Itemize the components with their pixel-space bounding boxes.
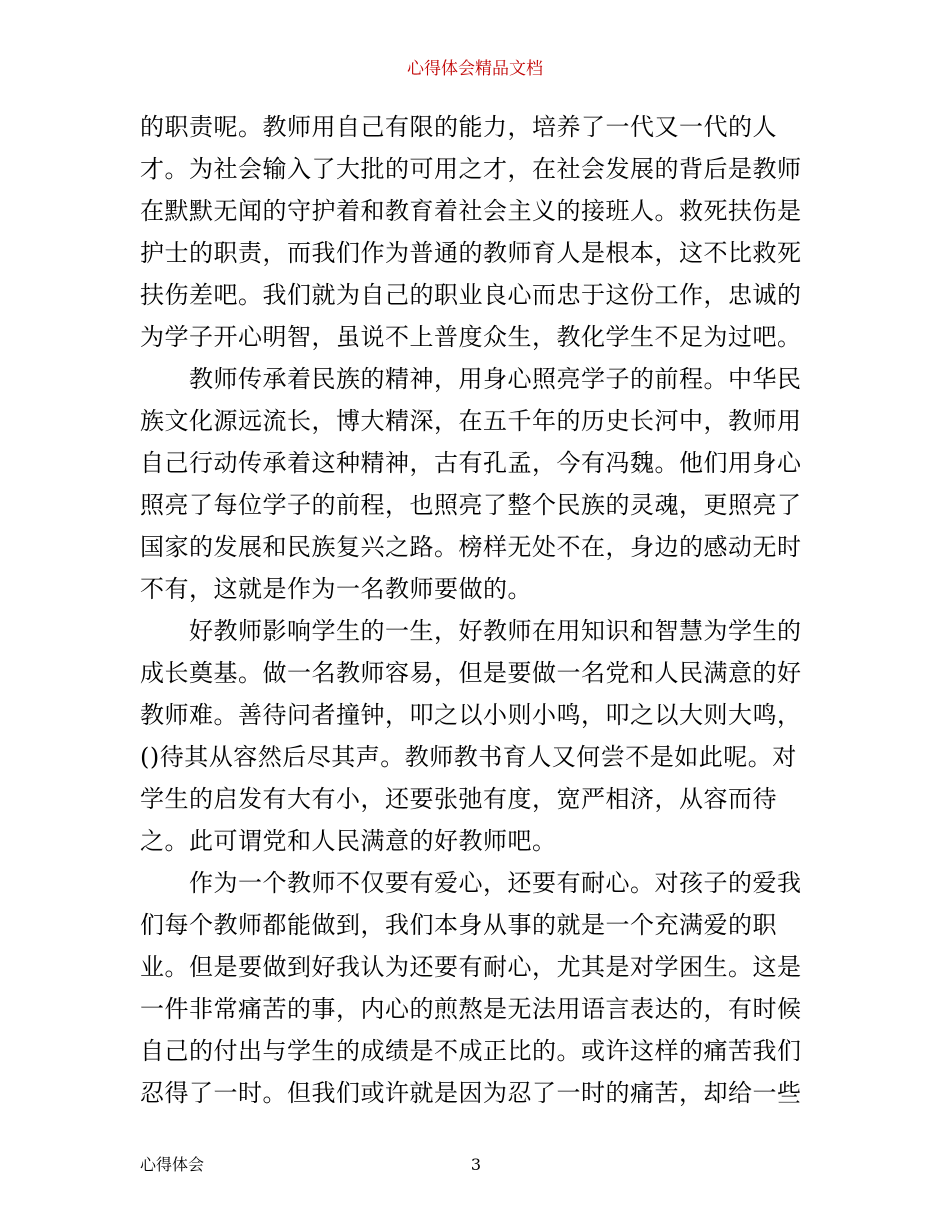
page-header-title: 心得体会精品文档 [407, 59, 543, 79]
text-line: 扶伤差吧。我们就为自己的职业良心而忠于这份工作，忠诚的 [140, 281, 802, 309]
text-line: 照亮了每位学子的前程，也照亮了整个民族的灵魂，更照亮了 [140, 491, 802, 519]
text-line: 成长奠基。做一名教师容易，但是要做一名党和人民满意的好 [140, 659, 802, 687]
text-line: 才。为社会输入了大批的可用之才，在社会发展的背后是教师 [140, 155, 802, 183]
text-line: 教师难。善待问者撞钟，叩之以小则小鸣，叩之以大则大鸣， [140, 701, 802, 729]
text-line: 忍得了一时。但我们或许就是因为忍了一时的痛苦，却给一些 [140, 1079, 802, 1107]
text-line: 不有，这就是作为一名教师要做的。 [140, 575, 532, 603]
text-line: 学生的启发有大有小，还要张弛有度，宽严相济，从容而待 [140, 785, 777, 813]
text-line: 自己行动传承着这种精神，古有孔孟，今有冯魏。他们用身心 [140, 449, 802, 477]
text-line: 的职责呢。教师用自己有限的能力，培养了一代又一代的人 [140, 113, 777, 141]
text-line: 教师传承着民族的精神，用身心照亮学子的前程。中华民 [140, 365, 802, 393]
text-line: 们每个教师都能做到，我们本身从事的就是一个充满爱的职 [140, 911, 777, 939]
text-line: 好教师影响学生的一生，好教师在用知识和智慧为学生的 [140, 617, 802, 645]
document-body [140, 106, 815, 1114]
page-number: 3 [470, 1155, 482, 1174]
text-line: 族文化源远流长，博大精深，在五千年的历史长河中，教师用 [140, 407, 802, 435]
text-line: 一件非常痛苦的事，内心的煎熬是无法用语言表达的，有时候 [140, 995, 802, 1023]
footer-label: 心得体会 [140, 1155, 205, 1174]
text-line: 作为一个教师不仅要有爱心，还要有耐心。对孩子的爱我 [140, 869, 802, 897]
text-line: 在默默无闻的守护着和教育着社会主义的接班人。救死扶伤是 [140, 197, 802, 225]
text-line: 护士的职责，而我们作为普通的教师育人是根本，这不比救死 [140, 239, 802, 267]
text-line: 国家的发展和民族复兴之路。榜样无处不在，身边的感动无时 [140, 533, 802, 561]
text-line: 自己的付出与学生的成绩是不成正比的。或许这样的痛苦我们 [140, 1037, 802, 1065]
text-line: 之。此可谓党和人民满意的好教师吧。 [140, 827, 557, 855]
text-line: 为学子开心明智，虽说不上普度众生，教化学生不足为过吧。 [140, 323, 802, 351]
text-line: ()待其从容然后尽其声。教师教书育人又何尝不是如此呢。对 [140, 743, 797, 771]
text-line: 业。但是要做到好我认为还要有耐心，尤其是对学困生。这是 [140, 953, 802, 981]
